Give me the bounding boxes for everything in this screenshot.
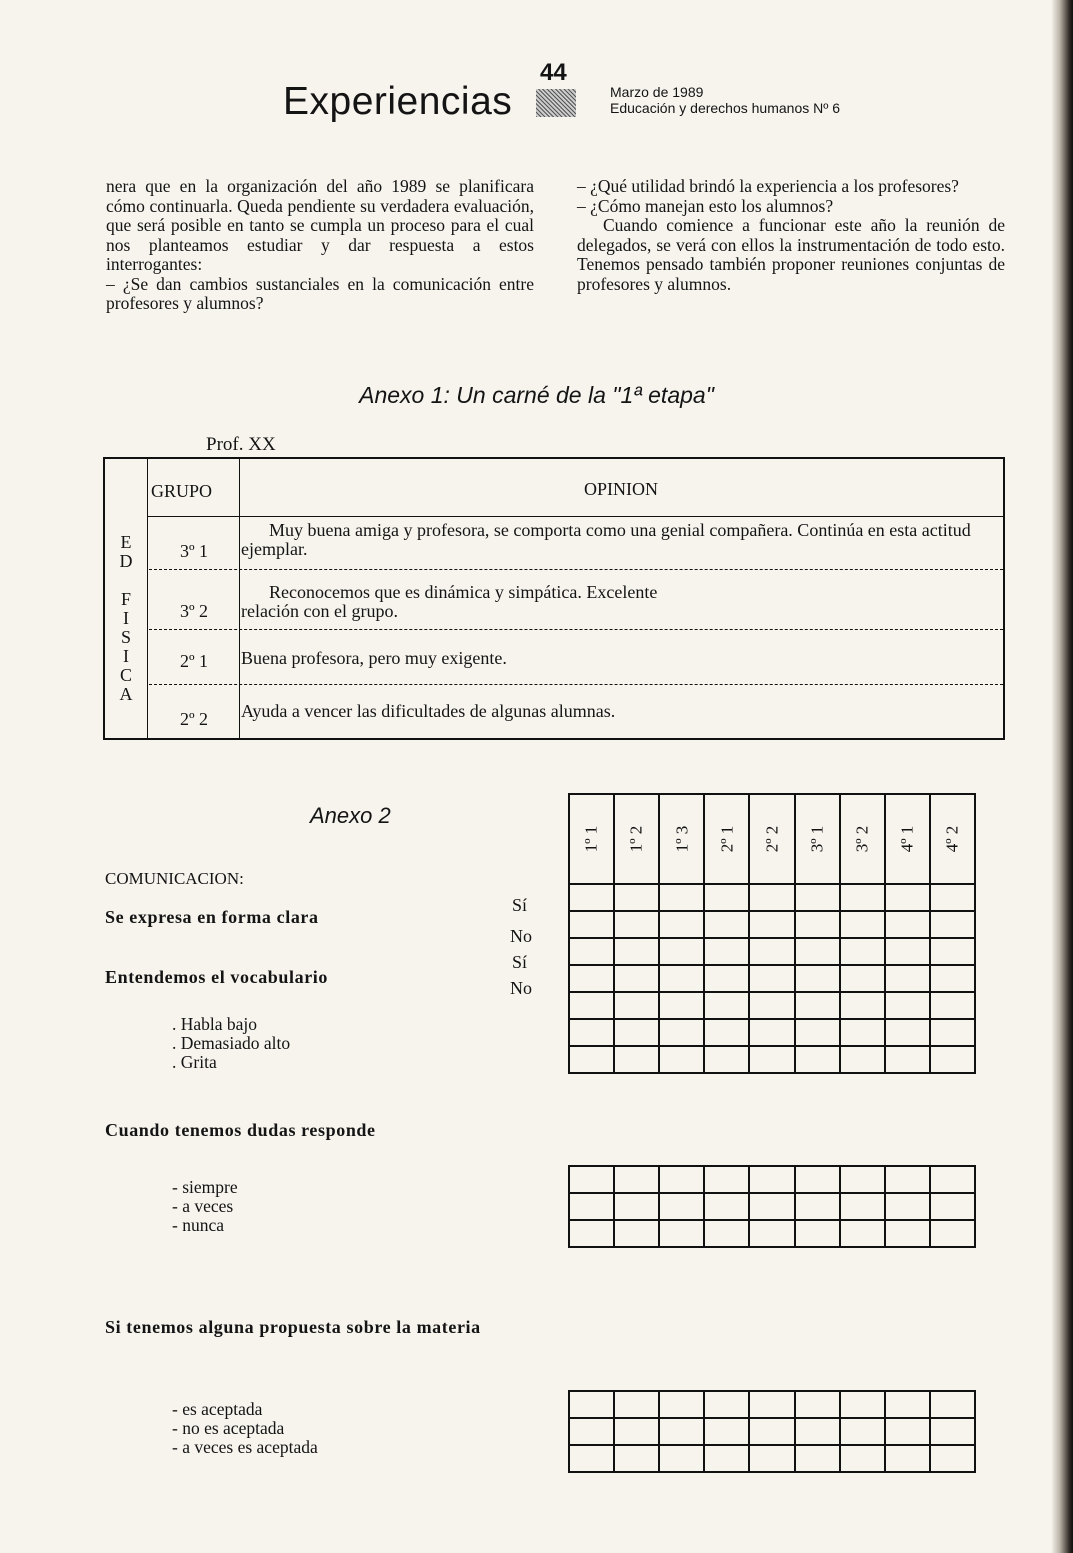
grid-header-cell: 1º 2 bbox=[614, 794, 659, 884]
grid-cell[interactable] bbox=[795, 1019, 840, 1046]
grid-cell[interactable] bbox=[795, 1193, 840, 1220]
grid-cell[interactable] bbox=[704, 1445, 749, 1472]
grid-cell[interactable] bbox=[885, 911, 930, 938]
grid-row bbox=[569, 911, 975, 938]
grid-cell[interactable] bbox=[749, 1220, 794, 1247]
grid-cell[interactable] bbox=[614, 1046, 659, 1073]
option-label: - es aceptada bbox=[172, 1399, 263, 1419]
prof-label: Prof. XX bbox=[206, 434, 276, 455]
option-no: No bbox=[510, 978, 532, 998]
q3-options bbox=[172, 1178, 238, 1235]
option-label: - a veces bbox=[172, 1196, 234, 1216]
grid-cell[interactable] bbox=[840, 1193, 885, 1220]
grid-row bbox=[569, 1193, 975, 1220]
grid-cell[interactable] bbox=[885, 1046, 930, 1073]
grid-cell[interactable] bbox=[749, 965, 794, 992]
grid-header-cell: 1º 3 bbox=[659, 794, 704, 884]
grid-cell[interactable] bbox=[704, 1166, 749, 1193]
anexo2-title: Anexo 2 bbox=[310, 803, 391, 828]
grid-cell[interactable] bbox=[795, 938, 840, 965]
grid-cell[interactable] bbox=[840, 1220, 885, 1247]
grid-cell[interactable] bbox=[614, 1418, 659, 1445]
grid-cell[interactable] bbox=[930, 911, 975, 938]
grid-header-cell: 4º 1 bbox=[885, 794, 930, 884]
grid-cell[interactable] bbox=[704, 992, 749, 1019]
grid-cell[interactable] bbox=[885, 1019, 930, 1046]
grid-cell[interactable] bbox=[930, 1418, 975, 1445]
grid-cell[interactable] bbox=[659, 1445, 704, 1472]
grid-cell[interactable] bbox=[569, 965, 614, 992]
grid-cell[interactable] bbox=[930, 1166, 975, 1193]
opinion-cell: Reconocemos que es dinámica y simpática. Excelente relación con el grupo. bbox=[241, 582, 658, 621]
grid-cell[interactable] bbox=[614, 1019, 659, 1046]
grid-cell[interactable] bbox=[749, 992, 794, 1019]
option-label: . Habla bajo bbox=[172, 1014, 258, 1034]
grid-row bbox=[569, 884, 975, 911]
grid-cell[interactable] bbox=[930, 884, 975, 911]
grid-cell[interactable] bbox=[930, 1019, 975, 1046]
grid-cell[interactable] bbox=[614, 884, 659, 911]
q4-options bbox=[172, 1400, 318, 1457]
grid-cell[interactable] bbox=[885, 1418, 930, 1445]
grid-cell[interactable] bbox=[614, 938, 659, 965]
grid-cell[interactable] bbox=[704, 1220, 749, 1247]
opinion-cell: Buena profesora, pero muy exigente. bbox=[241, 648, 507, 668]
option-label: - nunca bbox=[172, 1215, 224, 1235]
grid-row bbox=[569, 1046, 975, 1073]
table-divider bbox=[147, 516, 1003, 517]
grid-cell[interactable] bbox=[659, 1166, 704, 1193]
grupo-cell: 2º 1 bbox=[179, 651, 209, 671]
option-label: . Demasiado alto bbox=[172, 1033, 291, 1053]
grid-header-cell: 2º 2 bbox=[749, 794, 794, 884]
grid-cell[interactable] bbox=[659, 1019, 704, 1046]
anexo1-table bbox=[103, 457, 1005, 740]
grid-cell[interactable] bbox=[614, 992, 659, 1019]
grid-cell[interactable] bbox=[749, 938, 794, 965]
grid-cell[interactable] bbox=[840, 884, 885, 911]
grid-cell[interactable] bbox=[840, 1445, 885, 1472]
grid-cell[interactable] bbox=[840, 965, 885, 992]
issue-date: Marzo de 1989 bbox=[610, 84, 704, 100]
grid-row bbox=[569, 1445, 975, 1472]
grid-cell[interactable] bbox=[569, 1391, 614, 1418]
right-paragraph-2: – ¿Cómo manejan esto los alumnos? bbox=[577, 195, 834, 216]
grid-cell[interactable] bbox=[569, 884, 614, 911]
grid-cell[interactable] bbox=[659, 1220, 704, 1247]
option-label: - a veces es aceptada bbox=[172, 1437, 318, 1457]
grid-cell[interactable] bbox=[659, 1391, 704, 1418]
grid-cell[interactable] bbox=[614, 1391, 659, 1418]
grid-cell[interactable] bbox=[659, 1193, 704, 1220]
right-paragraph-3: Cuando comience a funcionar este año la reunión de delegados, se verá con ellos la instrumentación de todo esto. Tenemos pensado también proponer reuniones conjuntas de profesores y alumnos. bbox=[577, 215, 1005, 294]
grid-cell[interactable] bbox=[614, 911, 659, 938]
grid-cell[interactable] bbox=[704, 965, 749, 992]
grid-cell[interactable] bbox=[885, 884, 930, 911]
grid-cell[interactable] bbox=[840, 911, 885, 938]
grid-cell[interactable] bbox=[659, 1418, 704, 1445]
grid-cell[interactable] bbox=[614, 965, 659, 992]
grid-cell[interactable] bbox=[795, 965, 840, 992]
grid-cell[interactable] bbox=[569, 1445, 614, 1472]
grid-cell[interactable] bbox=[840, 1166, 885, 1193]
header-pattern-block bbox=[536, 89, 576, 117]
header-opinion: OPINION bbox=[584, 479, 658, 499]
grid-row bbox=[569, 1391, 975, 1418]
grid-cell[interactable] bbox=[885, 1391, 930, 1418]
row-separator bbox=[149, 684, 1003, 685]
grid-cell[interactable] bbox=[930, 1391, 975, 1418]
grid-cell[interactable] bbox=[704, 938, 749, 965]
grid-cell[interactable] bbox=[704, 884, 749, 911]
grid-cell[interactable] bbox=[840, 1418, 885, 1445]
grid-cell[interactable] bbox=[795, 992, 840, 1019]
option-no: No bbox=[510, 926, 532, 946]
book-spine-shadow bbox=[1051, 0, 1073, 1553]
grid-cell[interactable] bbox=[569, 1418, 614, 1445]
right-column bbox=[577, 177, 1005, 294]
anexo1-title: Anexo 1: Un carné de la "1ª etapa" bbox=[359, 382, 714, 408]
grid-cell[interactable] bbox=[749, 884, 794, 911]
subject-vertical: E D F I S I C A bbox=[119, 532, 133, 704]
grid-cell[interactable] bbox=[885, 1166, 930, 1193]
grupo-cell: 3º 1 bbox=[179, 541, 209, 561]
grid-cell[interactable] bbox=[885, 1193, 930, 1220]
grid-cell[interactable] bbox=[749, 1391, 794, 1418]
grid-cell[interactable] bbox=[569, 911, 614, 938]
response-grid-proposals bbox=[568, 1390, 976, 1473]
grid-cell[interactable] bbox=[930, 1220, 975, 1247]
grid-cell[interactable] bbox=[930, 1445, 975, 1472]
grid-cell[interactable] bbox=[569, 992, 614, 1019]
left-column bbox=[106, 177, 534, 314]
grid-cell[interactable] bbox=[840, 992, 885, 1019]
grid-cell[interactable] bbox=[749, 1445, 794, 1472]
option-label: . Grita bbox=[172, 1052, 217, 1072]
grid-header-cell: 2º 1 bbox=[704, 794, 749, 884]
grid-cell[interactable] bbox=[569, 1046, 614, 1073]
question-label: Se expresa en forma clara bbox=[105, 907, 319, 927]
grid-cell[interactable] bbox=[704, 911, 749, 938]
grid-cell[interactable] bbox=[614, 1166, 659, 1193]
publication-name: Educación y derechos humanos Nº 6 bbox=[610, 100, 841, 116]
grid-cell[interactable] bbox=[569, 1220, 614, 1247]
grid-cell[interactable] bbox=[749, 1019, 794, 1046]
issue-info bbox=[610, 84, 840, 116]
grid-cell[interactable] bbox=[749, 1046, 794, 1073]
section-label: COMUNICACION: bbox=[105, 869, 244, 888]
header-grupo: GRUPO bbox=[151, 481, 213, 501]
grupo-cell: 2º 2 bbox=[179, 709, 209, 729]
grid-cell[interactable] bbox=[840, 1019, 885, 1046]
grid-cell[interactable] bbox=[659, 992, 704, 1019]
opinion-cell: Ayuda a vencer las dificultades de algunas alumnas. bbox=[241, 701, 616, 721]
response-grid-communication bbox=[568, 793, 976, 1074]
grid-cell[interactable] bbox=[795, 884, 840, 911]
grid-cell[interactable] bbox=[704, 1193, 749, 1220]
grid-cell[interactable] bbox=[569, 1193, 614, 1220]
grid-cell[interactable] bbox=[749, 1166, 794, 1193]
right-paragraph-1: – ¿Qué utilidad brindó la experiencia a los profesores? bbox=[577, 176, 959, 196]
grid-cell[interactable] bbox=[885, 1445, 930, 1472]
grid-cell[interactable] bbox=[569, 1019, 614, 1046]
question-label: Si tenemos alguna propuesta sobre la materia bbox=[105, 1317, 481, 1337]
left-paragraph-1: nera que en la organización del año 1989 se planificara cómo continuarla. Queda pendiente su verdadera evaluación, que será posible en tanto se cumpla un proceso para el cual nos planteamos estudiar y dar respuesta a estos interrogantes: bbox=[106, 176, 534, 274]
option-label: - siempre bbox=[172, 1177, 238, 1197]
grid-cell[interactable] bbox=[840, 1391, 885, 1418]
row-separator bbox=[149, 569, 1003, 570]
grid-row bbox=[569, 965, 975, 992]
grid-cell[interactable] bbox=[930, 965, 975, 992]
question-label: Entendemos el vocabulario bbox=[105, 967, 329, 987]
grid-cell[interactable] bbox=[749, 911, 794, 938]
table-divider bbox=[147, 459, 148, 738]
grid-cell[interactable] bbox=[795, 1046, 840, 1073]
grid-cell[interactable] bbox=[749, 1418, 794, 1445]
grid-cell[interactable] bbox=[614, 1220, 659, 1247]
voice-options bbox=[172, 1015, 290, 1072]
option-si: Sí bbox=[512, 952, 528, 972]
grid-cell[interactable] bbox=[840, 938, 885, 965]
grid-cell[interactable] bbox=[930, 938, 975, 965]
grid-cell[interactable] bbox=[930, 1193, 975, 1220]
grupo-cell: 3º 2 bbox=[179, 601, 209, 621]
opinion-cell: Muy buena amiga y profesora, se comporta como una genial compañera. Continúa en esta actitud ejemplar. bbox=[241, 520, 971, 559]
grid-row bbox=[569, 1019, 975, 1046]
row-separator bbox=[149, 629, 1003, 630]
grid-header-cell: 3º 2 bbox=[840, 794, 885, 884]
grid-cell[interactable] bbox=[659, 884, 704, 911]
grid-cell[interactable] bbox=[659, 911, 704, 938]
grid-cell[interactable] bbox=[795, 1220, 840, 1247]
grid-cell[interactable] bbox=[885, 992, 930, 1019]
grid-cell[interactable] bbox=[704, 1418, 749, 1445]
section-title: Experiencias bbox=[283, 80, 513, 123]
option-label: - no es aceptada bbox=[172, 1418, 285, 1438]
grid-row bbox=[569, 992, 975, 1019]
grid-header-cell: 3º 1 bbox=[795, 794, 840, 884]
grid-cell[interactable] bbox=[704, 1046, 749, 1073]
grid-cell[interactable] bbox=[659, 1046, 704, 1073]
grid-row bbox=[569, 1220, 975, 1247]
grid-cell[interactable] bbox=[659, 938, 704, 965]
grid-header-row bbox=[569, 794, 975, 884]
page-number: 44 bbox=[540, 59, 567, 86]
grid-row bbox=[569, 938, 975, 965]
table-divider bbox=[239, 459, 240, 738]
grid-row bbox=[569, 1166, 975, 1193]
grid-cell[interactable] bbox=[930, 1046, 975, 1073]
grid-cell[interactable] bbox=[704, 1391, 749, 1418]
option-si: Sí bbox=[512, 895, 528, 915]
grid-cell[interactable] bbox=[704, 1019, 749, 1046]
response-grid-doubts bbox=[568, 1165, 976, 1248]
grid-cell[interactable] bbox=[795, 1445, 840, 1472]
grid-cell[interactable] bbox=[614, 1193, 659, 1220]
grid-cell[interactable] bbox=[840, 1046, 885, 1073]
grid-cell[interactable] bbox=[795, 1391, 840, 1418]
grid-header-cell: 1º 1 bbox=[569, 794, 614, 884]
grid-cell[interactable] bbox=[795, 911, 840, 938]
grid-cell[interactable] bbox=[749, 1193, 794, 1220]
question-label: Cuando tenemos dudas responde bbox=[105, 1120, 376, 1140]
grid-row bbox=[569, 1418, 975, 1445]
grid-cell[interactable] bbox=[659, 965, 704, 992]
grid-cell[interactable] bbox=[569, 1166, 614, 1193]
grid-cell[interactable] bbox=[614, 1445, 659, 1472]
left-paragraph-2: – ¿Se dan cambios sustanciales en la comunicación entre profesores y alumnos? bbox=[106, 273, 534, 313]
grid-cell[interactable] bbox=[569, 938, 614, 965]
grid-cell[interactable] bbox=[885, 965, 930, 992]
grid-header-cell: 4º 2 bbox=[930, 794, 975, 884]
grid-cell[interactable] bbox=[795, 1166, 840, 1193]
grid-cell[interactable] bbox=[885, 938, 930, 965]
grid-cell[interactable] bbox=[795, 1418, 840, 1445]
grid-cell[interactable] bbox=[930, 992, 975, 1019]
grid-cell[interactable] bbox=[885, 1220, 930, 1247]
